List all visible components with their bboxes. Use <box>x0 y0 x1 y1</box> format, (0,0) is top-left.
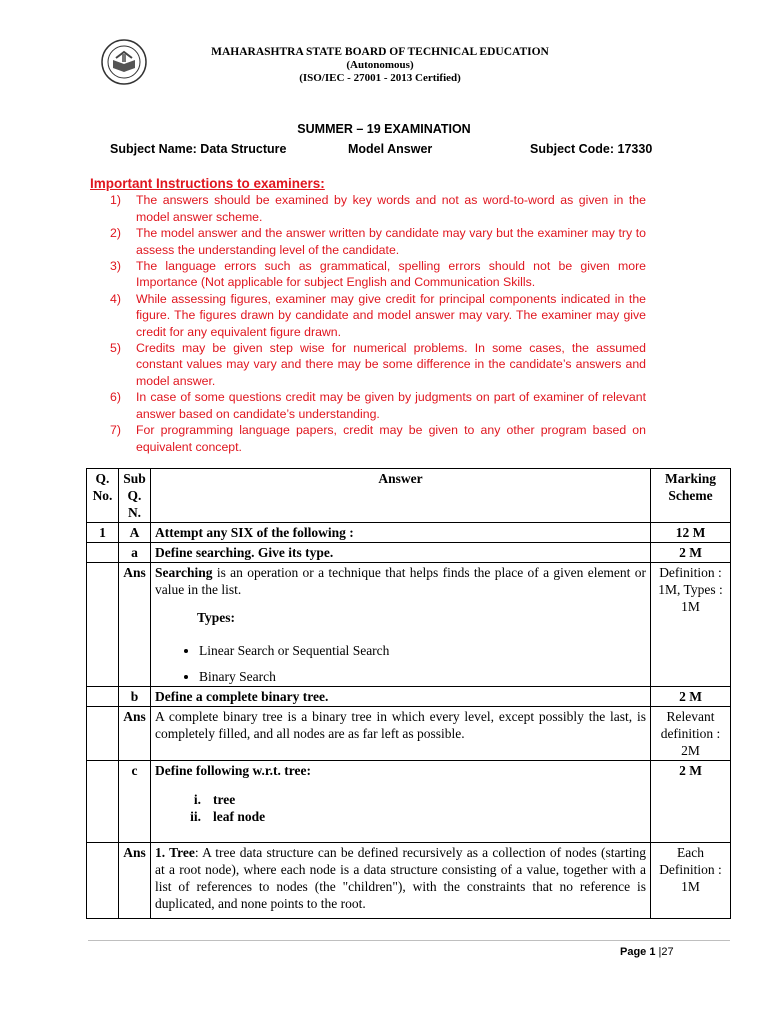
header-subq: Sub Q. N. <box>119 469 151 523</box>
table-row: Ans Searching is an operation or a technique that helps finds the place of a given element or value in the list. Types: • Linear Search or Sequential Search • Binary Search Definition : 1M, Types : 1M <box>87 563 731 687</box>
answer-table <box>86 468 731 919</box>
instructions-list <box>90 192 646 455</box>
list-item: • Binary Search <box>199 668 646 685</box>
types-list <box>155 642 646 685</box>
instruction-item: 2) The model answer and the answer written by candidate may vary but the examiner may try to assess the understanding level of the candidate. <box>110 226 646 257</box>
list-item: i. tree <box>193 792 236 807</box>
instruction-item: 5) Credits may be given step wise for numerical problems. In some cases, the assumed constant values may vary and there may be some difference in the candidate’s answers and model answer. <box>110 341 646 388</box>
model-answer-label: Model Answer <box>348 142 433 156</box>
header-answer: Answer <box>151 469 651 523</box>
subject-name: Subject Name: Data Structure <box>110 142 287 156</box>
table-header-row <box>87 469 731 523</box>
table-row: c Define following w.r.t. tree: i. tree ii. leaf node 2 M <box>87 761 731 843</box>
instruction-item: 3) The language errors such as grammatical, spelling errors should not be given more Importance (Not applicable for subject English and Communication Skills. <box>110 259 646 290</box>
list-item: ii. leaf node <box>190 809 266 824</box>
board-header <box>180 46 580 85</box>
table-row: a Define searching. Give its type. 2 M <box>87 543 731 563</box>
board-name: MAHARASHTRA STATE BOARD OF TECHNICAL EDUCATION <box>211 46 549 58</box>
footer-divider <box>88 940 730 941</box>
instructions-block <box>90 176 646 455</box>
answer-cell: Searching is an operation or a technique that helps finds the place of a given element or value in the list. Types: • Linear Search or Sequential Search • Binary Search <box>151 563 651 687</box>
tree-terms-list <box>167 791 646 825</box>
instruction-item: 4) While assessing figures, examiner may give credit for principal components indicated in the figure. The figures drawn by candidate and model answer may vary. The examiner may give credit for any equivalent figure drawn. <box>110 291 646 339</box>
table-row: Ans 1. Tree: A tree data structure can be defined recursively as a collection of nodes (starting at a root node), where each node is a data structure consisting of a value, together with a list of references to nodes (the "children"), with the constraints that no reference is duplicated, and none points to the root. Each Definition : 1M <box>87 843 731 919</box>
autonomous-label: (Autonomous) <box>346 59 414 71</box>
instructions-heading: Important Instructions to examiners: <box>90 176 325 191</box>
table-row: Ans A complete binary tree is a binary tree in which every level, except possibly the last, is completely filled, and all nodes are as far left as possible. Relevant definition : 2M <box>87 707 731 761</box>
instruction-item: 7) For programming language papers, credit may be given to any other program based on equivalent concept. <box>110 423 646 454</box>
instruction-item: 6) In case of some questions credit may be given by judgments on part of examiner of relevant answer based on candidate’s understanding. <box>110 390 646 421</box>
certified-label: (ISO/IEC - 27001 - 2013 Certified) <box>299 72 461 84</box>
msbte-logo-icon <box>100 38 148 86</box>
subject-code: Subject Code: 17330 <box>530 142 653 156</box>
list-item: • Linear Search or Sequential Search <box>199 642 646 659</box>
header-qno: Q. No. <box>87 469 119 523</box>
header-marking: Marking Scheme <box>651 469 731 523</box>
table-row: b Define a complete binary tree. 2 M <box>87 687 731 707</box>
page-footer: Page 1 |27 <box>620 946 674 958</box>
table-row: 1 A Attempt any SIX of the following : 12 M <box>87 523 731 543</box>
exam-title: SUMMER – 19 EXAMINATION <box>297 122 471 136</box>
instruction-item: 1) The answers should be examined by key words and not as word-to-word as given in the model answer scheme. <box>110 193 646 224</box>
